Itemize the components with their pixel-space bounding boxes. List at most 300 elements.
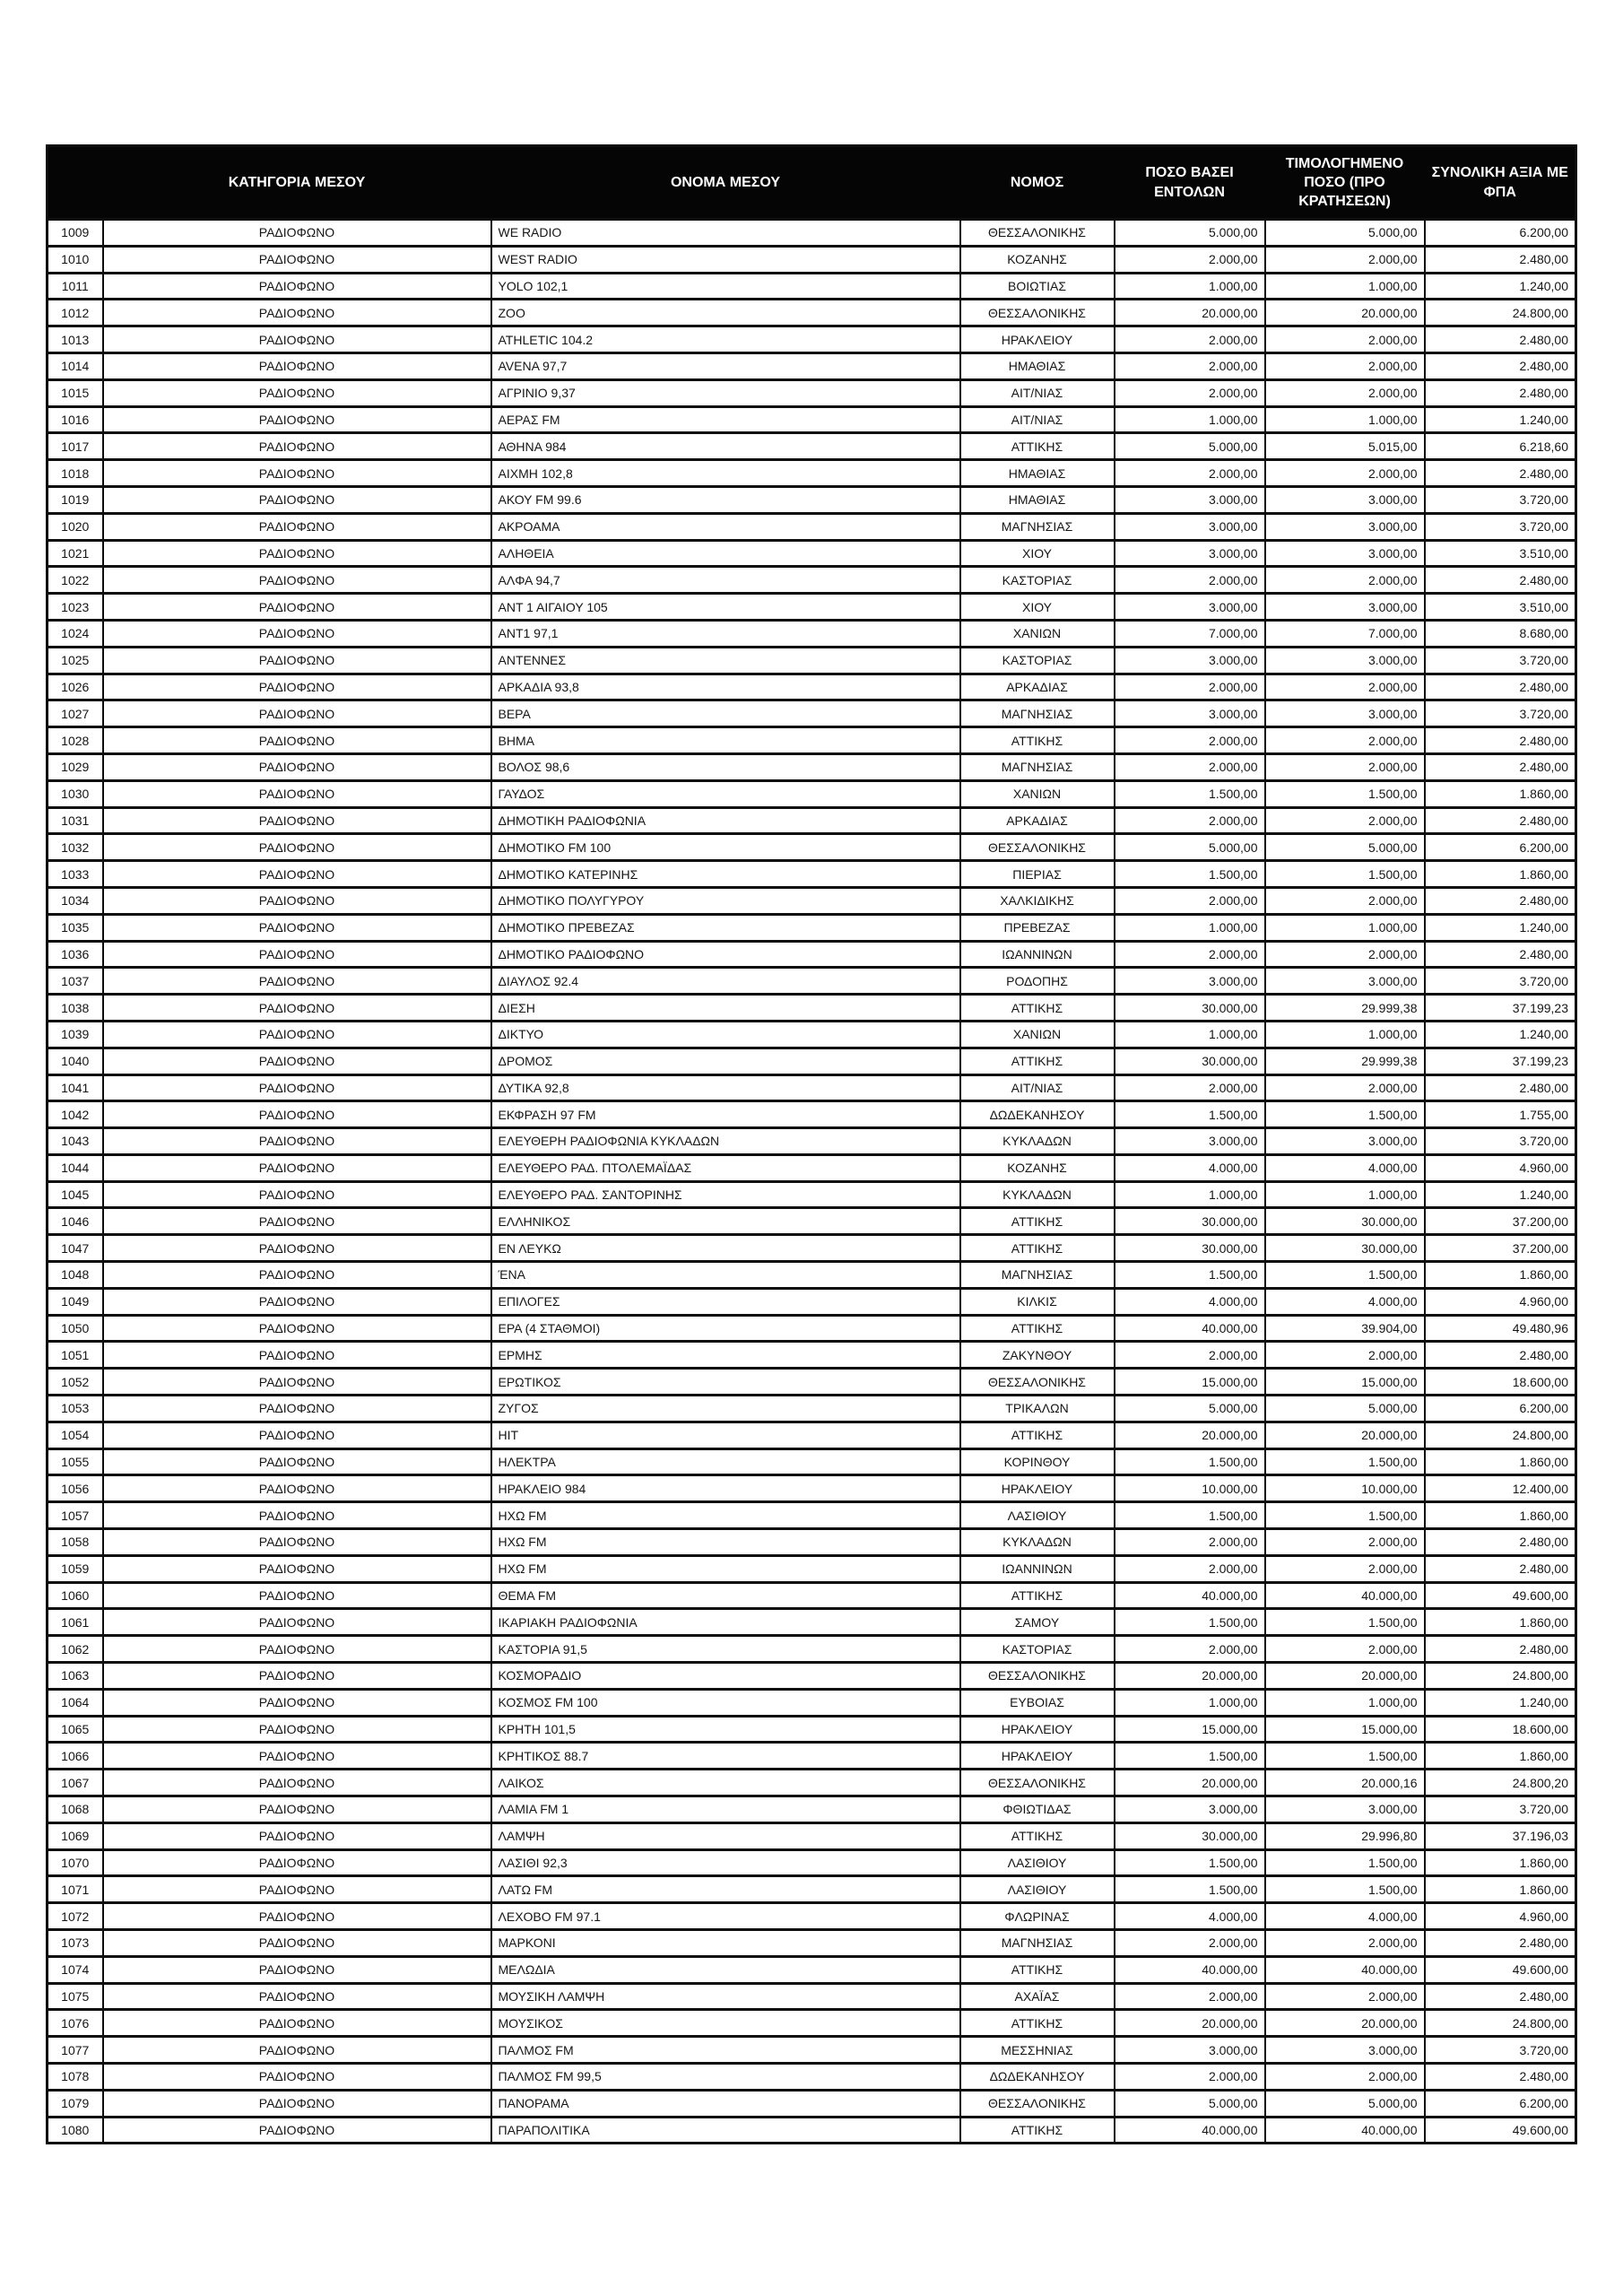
cell-invoiced_amount: 1.500,00 (1265, 1743, 1425, 1770)
cell-prefecture: ΧΑΝΙΩΝ (960, 620, 1115, 647)
cell-invoiced_amount: 2.000,00 (1265, 246, 1425, 273)
cell-total_with_vat: 3.510,00 (1425, 540, 1576, 567)
cell-name: ΕΛΛΗΝΙΚΟΣ (491, 1208, 960, 1235)
table-row (48, 1048, 1576, 1074)
cell-name: ΙΚΑΡΙΑΚΗ ΡΑΔΙΟΦΩΝΙΑ (491, 1609, 960, 1636)
media-spend-table-container (46, 144, 1575, 2144)
table-row (48, 406, 1576, 433)
column-header-id (48, 146, 103, 220)
cell-prefecture: ΑΤΤΙΚΗΣ (960, 1582, 1115, 1609)
cell-invoiced_amount: 15.000,00 (1265, 1716, 1425, 1743)
cell-prefecture: ΑΧΑΪΑΣ (960, 1983, 1115, 2010)
cell-name: ΕΠΙΛΟΓΕΣ (491, 1288, 960, 1315)
cell-category: ΡΑΔΙΟΦΩΝΟ (103, 273, 491, 300)
cell-prefecture: ΚΑΣΤΟΡΙΑΣ (960, 647, 1115, 674)
cell-total_with_vat: 49.600,00 (1425, 1956, 1576, 1983)
cell-name: ΑΝΤΕΝΝΕΣ (491, 647, 960, 674)
cell-total_with_vat: 49.600,00 (1425, 1582, 1576, 1609)
cell-prefecture: ΦΛΩΡΙΝΑΣ (960, 1903, 1115, 1930)
cell-total_with_vat: 24.800,00 (1425, 2010, 1576, 2037)
cell-invoiced_amount: 3.000,00 (1265, 1796, 1425, 1823)
table-row (48, 834, 1576, 861)
cell-prefecture: ΔΩΔΕΚΑΝΗΣΟΥ (960, 2063, 1115, 2090)
cell-amount_by_orders: 4.000,00 (1115, 1288, 1265, 1315)
cell-name: ΑΓΡΙΝΙΟ 9,37 (491, 379, 960, 406)
cell-category: ΡΑΔΙΟΦΩΝΟ (103, 1770, 491, 1796)
cell-category: ΡΑΔΙΟΦΩΝΟ (103, 1448, 491, 1475)
table-row (48, 1342, 1576, 1369)
table-row (48, 433, 1576, 460)
cell-invoiced_amount: 40.000,00 (1265, 1582, 1425, 1609)
cell-amount_by_orders: 2.000,00 (1115, 379, 1265, 406)
cell-total_with_vat: 6.200,00 (1425, 834, 1576, 861)
cell-prefecture: ΑΤΤΙΚΗΣ (960, 433, 1115, 460)
cell-category: ΡΑΔΙΟΦΩΝΟ (103, 352, 491, 379)
table-row (48, 914, 1576, 941)
table-row (48, 780, 1576, 807)
table-header (48, 146, 1576, 220)
cell-amount_by_orders: 2.000,00 (1115, 352, 1265, 379)
cell-amount_by_orders: 30.000,00 (1115, 1208, 1265, 1235)
cell-invoiced_amount: 2.000,00 (1265, 727, 1425, 754)
cell-category: ΡΑΔΙΟΦΩΝΟ (103, 780, 491, 807)
cell-total_with_vat: 3.510,00 (1425, 594, 1576, 621)
cell-id: 1069 (48, 1822, 103, 1849)
cell-name: ΑΝΤ 1 ΑΙΓΑΙΟΥ 105 (491, 594, 960, 621)
cell-prefecture: ΑΤΤΙΚΗΣ (960, 2010, 1115, 2037)
cell-invoiced_amount: 20.000,00 (1265, 2010, 1425, 2037)
cell-total_with_vat: 2.480,00 (1425, 887, 1576, 914)
cell-total_with_vat: 4.960,00 (1425, 1288, 1576, 1315)
cell-amount_by_orders: 3.000,00 (1115, 647, 1265, 674)
cell-id: 1051 (48, 1342, 103, 1369)
table-row (48, 620, 1576, 647)
cell-category: ΡΑΔΙΟΦΩΝΟ (103, 1262, 491, 1289)
cell-prefecture: ΑΤΤΙΚΗΣ (960, 1315, 1115, 1342)
cell-name: ΔΡΟΜΟΣ (491, 1048, 960, 1074)
cell-amount_by_orders: 1.000,00 (1115, 273, 1265, 300)
cell-prefecture: ΧΑΛΚΙΔΙΚΗΣ (960, 887, 1115, 914)
cell-invoiced_amount: 1.500,00 (1265, 780, 1425, 807)
cell-amount_by_orders: 4.000,00 (1115, 1903, 1265, 1930)
cell-invoiced_amount: 20.000,00 (1265, 1663, 1425, 1690)
table-row (48, 807, 1576, 834)
cell-category: ΡΑΔΙΟΦΩΝΟ (103, 1822, 491, 1849)
cell-name: ΔΙΚΤΥΟ (491, 1021, 960, 1048)
table-row (48, 273, 1576, 300)
cell-id: 1012 (48, 300, 103, 326)
cell-prefecture: ΑΡΚΑΔΙΑΣ (960, 807, 1115, 834)
cell-name: ΑΚΟΥ FM 99.6 (491, 486, 960, 513)
cell-amount_by_orders: 1.500,00 (1115, 1743, 1265, 1770)
cell-category: ΡΑΔΙΟΦΩΝΟ (103, 1876, 491, 1903)
cell-prefecture: ΚΥΚΛΑΔΩΝ (960, 1181, 1115, 1208)
cell-category: ΡΑΔΙΟΦΩΝΟ (103, 1849, 491, 1876)
table-row (48, 1208, 1576, 1235)
table-row (48, 540, 1576, 567)
cell-amount_by_orders: 2.000,00 (1115, 807, 1265, 834)
cell-id: 1075 (48, 1983, 103, 2010)
cell-amount_by_orders: 40.000,00 (1115, 1582, 1265, 1609)
cell-name: ΔΗΜΟΤΙΚΗ ΡΑΔΙΟΦΩΝΙΑ (491, 807, 960, 834)
cell-id: 1052 (48, 1369, 103, 1396)
cell-invoiced_amount: 2.000,00 (1265, 379, 1425, 406)
cell-category: ΡΑΔΙΟΦΩΝΟ (103, 1396, 491, 1422)
cell-category: ΡΑΔΙΟΦΩΝΟ (103, 674, 491, 700)
cell-category: ΡΑΔΙΟΦΩΝΟ (103, 1555, 491, 1582)
cell-id: 1067 (48, 1770, 103, 1796)
cell-amount_by_orders: 2.000,00 (1115, 1930, 1265, 1957)
table-row (48, 700, 1576, 727)
cell-id: 1018 (48, 460, 103, 487)
cell-amount_by_orders: 15.000,00 (1115, 1369, 1265, 1396)
cell-id: 1060 (48, 1582, 103, 1609)
cell-invoiced_amount: 20.000,16 (1265, 1770, 1425, 1796)
cell-total_with_vat: 6.200,00 (1425, 1396, 1576, 1422)
cell-invoiced_amount: 30.000,00 (1265, 1235, 1425, 1262)
cell-total_with_vat: 4.960,00 (1425, 1903, 1576, 1930)
cell-invoiced_amount: 5.000,00 (1265, 834, 1425, 861)
table-row (48, 941, 1576, 968)
cell-invoiced_amount: 10.000,00 (1265, 1475, 1425, 1502)
cell-prefecture: ΑΙΤ/ΝΙΑΣ (960, 1074, 1115, 1101)
cell-invoiced_amount: 1.500,00 (1265, 1609, 1425, 1636)
cell-total_with_vat: 24.800,00 (1425, 1663, 1576, 1690)
cell-prefecture: ΘΕΣΣΑΛΟΝΙΚΗΣ (960, 220, 1115, 247)
cell-total_with_vat: 1.860,00 (1425, 861, 1576, 888)
cell-prefecture: ΧΙΟΥ (960, 540, 1115, 567)
cell-invoiced_amount: 4.000,00 (1265, 1288, 1425, 1315)
cell-id: 1040 (48, 1048, 103, 1074)
cell-name: ΔΗΜΟΤΙΚΟ FM 100 (491, 834, 960, 861)
cell-prefecture: ΘΕΣΣΑΛΟΝΙΚΗΣ (960, 300, 1115, 326)
cell-invoiced_amount: 1.000,00 (1265, 406, 1425, 433)
cell-amount_by_orders: 3.000,00 (1115, 2037, 1265, 2064)
cell-amount_by_orders: 1.500,00 (1115, 861, 1265, 888)
table-row (48, 1636, 1576, 1663)
cell-amount_by_orders: 1.500,00 (1115, 1876, 1265, 1903)
table-row (48, 1663, 1576, 1690)
cell-name: ΑΝΤ1 97,1 (491, 620, 960, 647)
cell-amount_by_orders: 20.000,00 (1115, 1422, 1265, 1448)
cell-id: 1010 (48, 246, 103, 273)
cell-name: ΔΙΑΥΛΟΣ 92.4 (491, 968, 960, 995)
cell-prefecture: ΚΟΖΑΝΗΣ (960, 1154, 1115, 1181)
cell-id: 1055 (48, 1448, 103, 1475)
cell-amount_by_orders: 2.000,00 (1115, 727, 1265, 754)
cell-total_with_vat: 37.199,23 (1425, 995, 1576, 1022)
cell-total_with_vat: 37.200,00 (1425, 1208, 1576, 1235)
cell-id: 1017 (48, 433, 103, 460)
cell-id: 1020 (48, 513, 103, 540)
cell-id: 1011 (48, 273, 103, 300)
cell-amount_by_orders: 1.000,00 (1115, 914, 1265, 941)
table-row (48, 1529, 1576, 1556)
cell-prefecture: ΑΤΤΙΚΗΣ (960, 1822, 1115, 1849)
table-row (48, 1181, 1576, 1208)
cell-id: 1027 (48, 700, 103, 727)
cell-amount_by_orders: 40.000,00 (1115, 1315, 1265, 1342)
cell-invoiced_amount: 2.000,00 (1265, 1930, 1425, 1957)
cell-prefecture: ΛΑΣΙΘΙΟΥ (960, 1849, 1115, 1876)
cell-name: ΛΑΙΚΟΣ (491, 1770, 960, 1796)
cell-total_with_vat: 1.860,00 (1425, 1262, 1576, 1289)
table-row (48, 727, 1576, 754)
cell-category: ΡΑΔΙΟΦΩΝΟ (103, 2037, 491, 2064)
cell-name: ΑΛΦΑ 94,7 (491, 567, 960, 594)
header-row (48, 146, 1576, 220)
cell-total_with_vat: 3.720,00 (1425, 2037, 1576, 2064)
cell-invoiced_amount: 1.000,00 (1265, 1021, 1425, 1048)
cell-total_with_vat: 6.200,00 (1425, 2090, 1576, 2117)
cell-prefecture: ΜΕΣΣΗΝΙΑΣ (960, 2037, 1115, 2064)
media-spend-table (46, 144, 1577, 2144)
cell-amount_by_orders: 3.000,00 (1115, 594, 1265, 621)
cell-category: ΡΑΔΙΟΦΩΝΟ (103, 647, 491, 674)
cell-invoiced_amount: 5.000,00 (1265, 1396, 1425, 1422)
cell-prefecture: ΒΟΙΩΤΙΑΣ (960, 273, 1115, 300)
cell-category: ΡΑΔΙΟΦΩΝΟ (103, 1983, 491, 2010)
table-row (48, 1822, 1576, 1849)
cell-invoiced_amount: 1.500,00 (1265, 1849, 1425, 1876)
cell-prefecture: ΘΕΣΣΑΛΟΝΙΚΗΣ (960, 1369, 1115, 1396)
cell-id: 1048 (48, 1262, 103, 1289)
cell-total_with_vat: 24.800,00 (1425, 1422, 1576, 1448)
cell-invoiced_amount: 39.904,00 (1265, 1315, 1425, 1342)
cell-id: 1063 (48, 1663, 103, 1690)
cell-id: 1065 (48, 1716, 103, 1743)
cell-total_with_vat: 1.240,00 (1425, 1689, 1576, 1716)
cell-invoiced_amount: 2.000,00 (1265, 1342, 1425, 1369)
cell-category: ΡΑΔΙΟΦΩΝΟ (103, 1689, 491, 1716)
cell-prefecture: ΗΡΑΚΛΕΙΟΥ (960, 1475, 1115, 1502)
cell-id: 1046 (48, 1208, 103, 1235)
cell-prefecture: ΑΤΤΙΚΗΣ (960, 1048, 1115, 1074)
cell-category: ΡΑΔΙΟΦΩΝΟ (103, 941, 491, 968)
cell-amount_by_orders: 2.000,00 (1115, 1555, 1265, 1582)
cell-category: ΡΑΔΙΟΦΩΝΟ (103, 1288, 491, 1315)
cell-total_with_vat: 1.240,00 (1425, 1021, 1576, 1048)
cell-name: ΚΑΣΤΟΡΙΑ 91,5 (491, 1636, 960, 1663)
cell-total_with_vat: 24.800,20 (1425, 1770, 1576, 1796)
cell-invoiced_amount: 20.000,00 (1265, 1422, 1425, 1448)
cell-amount_by_orders: 2.000,00 (1115, 1529, 1265, 1556)
cell-name: ΑΕΡΑΣ FM (491, 406, 960, 433)
cell-name: ΗΛΕΚΤΡΑ (491, 1448, 960, 1475)
cell-total_with_vat: 1.860,00 (1425, 1743, 1576, 1770)
cell-invoiced_amount: 15.000,00 (1265, 1369, 1425, 1396)
cell-total_with_vat: 1.240,00 (1425, 273, 1576, 300)
cell-invoiced_amount: 3.000,00 (1265, 700, 1425, 727)
cell-total_with_vat: 3.720,00 (1425, 700, 1576, 727)
cell-total_with_vat: 2.480,00 (1425, 246, 1576, 273)
cell-name: ΗΡΑΚΛΕΙΟ 984 (491, 1475, 960, 1502)
cell-name: AVENA 97,7 (491, 352, 960, 379)
cell-id: 1054 (48, 1422, 103, 1448)
cell-invoiced_amount: 1.000,00 (1265, 273, 1425, 300)
cell-category: ΡΑΔΙΟΦΩΝΟ (103, 1235, 491, 1262)
cell-total_with_vat: 2.480,00 (1425, 753, 1576, 780)
cell-category: ΡΑΔΙΟΦΩΝΟ (103, 700, 491, 727)
table-row (48, 1956, 1576, 1983)
cell-prefecture: ΧΑΝΙΩΝ (960, 780, 1115, 807)
cell-name: ZOO (491, 300, 960, 326)
cell-amount_by_orders: 2.000,00 (1115, 1342, 1265, 1369)
cell-name: ΔΗΜΟΤΙΚΟ ΠΡΕΒΕΖΑΣ (491, 914, 960, 941)
cell-invoiced_amount: 3.000,00 (1265, 2037, 1425, 2064)
cell-name: ΑΙΧΜΗ 102,8 (491, 460, 960, 487)
cell-id: 1049 (48, 1288, 103, 1315)
cell-category: ΡΑΔΙΟΦΩΝΟ (103, 1956, 491, 1983)
cell-prefecture: ΑΙΤ/ΝΙΑΣ (960, 379, 1115, 406)
cell-prefecture: ΑΤΤΙΚΗΣ (960, 727, 1115, 754)
table-row (48, 968, 1576, 995)
cell-category: ΡΑΔΙΟΦΩΝΟ (103, 1342, 491, 1369)
cell-id: 1025 (48, 647, 103, 674)
cell-name: ΔΗΜΟΤΙΚΟ ΚΑΤΕΡΙΝΗΣ (491, 861, 960, 888)
cell-amount_by_orders: 30.000,00 (1115, 1048, 1265, 1074)
table-row (48, 513, 1576, 540)
cell-invoiced_amount: 1.000,00 (1265, 1689, 1425, 1716)
cell-total_with_vat: 2.480,00 (1425, 1529, 1576, 1556)
cell-category: ΡΑΔΙΟΦΩΝΟ (103, 513, 491, 540)
cell-prefecture: ΜΑΓΝΗΣΙΑΣ (960, 700, 1115, 727)
table-row (48, 1609, 1576, 1636)
cell-prefecture: ΗΡΑΚΛΕΙΟΥ (960, 326, 1115, 353)
cell-invoiced_amount: 30.000,00 (1265, 1208, 1425, 1235)
cell-invoiced_amount: 2.000,00 (1265, 326, 1425, 353)
cell-total_with_vat: 3.720,00 (1425, 513, 1576, 540)
cell-category: ΡΑΔΙΟΦΩΝΟ (103, 834, 491, 861)
table-row (48, 2090, 1576, 2117)
cell-amount_by_orders: 5.000,00 (1115, 834, 1265, 861)
cell-invoiced_amount: 3.000,00 (1265, 540, 1425, 567)
cell-category: ΡΑΔΙΟΦΩΝΟ (103, 460, 491, 487)
cell-id: 1050 (48, 1315, 103, 1342)
cell-prefecture: ΜΑΓΝΗΣΙΑΣ (960, 1262, 1115, 1289)
cell-amount_by_orders: 1.500,00 (1115, 1609, 1265, 1636)
table-row (48, 1983, 1576, 2010)
cell-name: ΠΑΡΑΠΟΛΙΤΙΚΑ (491, 2117, 960, 2144)
cell-category: ΡΑΔΙΟΦΩΝΟ (103, 1903, 491, 1930)
cell-prefecture: ΚΥΚΛΑΔΩΝ (960, 1529, 1115, 1556)
table-row (48, 995, 1576, 1022)
table-row (48, 486, 1576, 513)
cell-invoiced_amount: 1.500,00 (1265, 1448, 1425, 1475)
cell-name: ΛΑΤΩ FM (491, 1876, 960, 1903)
cell-id: 1022 (48, 567, 103, 594)
cell-amount_by_orders: 2.000,00 (1115, 941, 1265, 968)
cell-category: ΡΑΔΙΟΦΩΝΟ (103, 567, 491, 594)
cell-id: 1037 (48, 968, 103, 995)
cell-amount_by_orders: 5.000,00 (1115, 1396, 1265, 1422)
cell-total_with_vat: 2.480,00 (1425, 352, 1576, 379)
table-row (48, 674, 1576, 700)
cell-total_with_vat: 2.480,00 (1425, 2063, 1576, 2090)
cell-category: ΡΑΔΙΟΦΩΝΟ (103, 300, 491, 326)
cell-prefecture: ΚΑΣΤΟΡΙΑΣ (960, 567, 1115, 594)
cell-prefecture: ΤΡΙΚΑΛΩΝ (960, 1396, 1115, 1422)
cell-id: 1071 (48, 1876, 103, 1903)
cell-name: ΕΚΦΡΑΣΗ 97 FM (491, 1101, 960, 1128)
cell-total_with_vat: 1.860,00 (1425, 1849, 1576, 1876)
cell-category: ΡΑΔΙΟΦΩΝΟ (103, 220, 491, 247)
table-row (48, 1770, 1576, 1796)
cell-total_with_vat: 2.480,00 (1425, 379, 1576, 406)
cell-prefecture: ΑΡΚΑΔΙΑΣ (960, 674, 1115, 700)
cell-id: 1015 (48, 379, 103, 406)
cell-id: 1057 (48, 1502, 103, 1529)
cell-prefecture: ΑΤΤΙΚΗΣ (960, 1422, 1115, 1448)
cell-name: ΚΟΣΜΟΡΑΔΙΟ (491, 1663, 960, 1690)
cell-prefecture: ΜΑΓΝΗΣΙΑΣ (960, 1930, 1115, 1957)
table-row (48, 352, 1576, 379)
cell-invoiced_amount: 20.000,00 (1265, 300, 1425, 326)
table-row (48, 1796, 1576, 1823)
cell-id: 1062 (48, 1636, 103, 1663)
table-row (48, 1448, 1576, 1475)
cell-name: ΗΧΩ FM (491, 1555, 960, 1582)
cell-amount_by_orders: 20.000,00 (1115, 300, 1265, 326)
cell-name: ΕΝ ΛΕΥΚΩ (491, 1235, 960, 1262)
table-row (48, 1101, 1576, 1128)
table-row (48, 1369, 1576, 1396)
table-row (48, 246, 1576, 273)
cell-prefecture: ΙΩΑΝΝΙΝΩΝ (960, 941, 1115, 968)
cell-id: 1059 (48, 1555, 103, 1582)
cell-prefecture: ΜΑΓΝΗΣΙΑΣ (960, 753, 1115, 780)
cell-id: 1066 (48, 1743, 103, 1770)
cell-category: ΡΑΔΙΟΦΩΝΟ (103, 1502, 491, 1529)
cell-name: ΚΟΣΜΟΣ FM 100 (491, 1689, 960, 1716)
cell-id: 1079 (48, 2090, 103, 2117)
table-row (48, 2117, 1576, 2144)
cell-amount_by_orders: 1.000,00 (1115, 1689, 1265, 1716)
cell-total_with_vat: 49.600,00 (1425, 2117, 1576, 2144)
cell-prefecture: ΑΤΤΙΚΗΣ (960, 1956, 1115, 1983)
cell-category: ΡΑΔΙΟΦΩΝΟ (103, 995, 491, 1022)
cell-category: ΡΑΔΙΟΦΩΝΟ (103, 1208, 491, 1235)
table-row (48, 861, 1576, 888)
cell-total_with_vat: 1.240,00 (1425, 914, 1576, 941)
cell-name: ΓΑΥΔΟΣ (491, 780, 960, 807)
cell-prefecture: ΗΜΑΘΙΑΣ (960, 352, 1115, 379)
cell-name: ΑΛΗΘΕΙΑ (491, 540, 960, 567)
cell-invoiced_amount: 3.000,00 (1265, 1128, 1425, 1155)
cell-id: 1021 (48, 540, 103, 567)
cell-invoiced_amount: 2.000,00 (1265, 1529, 1425, 1556)
cell-category: ΡΑΔΙΟΦΩΝΟ (103, 2117, 491, 2144)
cell-total_with_vat: 24.800,00 (1425, 300, 1576, 326)
cell-category: ΡΑΔΙΟΦΩΝΟ (103, 1369, 491, 1396)
cell-amount_by_orders: 1.500,00 (1115, 780, 1265, 807)
cell-total_with_vat: 2.480,00 (1425, 941, 1576, 968)
cell-amount_by_orders: 1.000,00 (1115, 406, 1265, 433)
column-header-invoiced_amount: ΤΙΜΟΛΟΓΗΜΕΝΟ ΠΟΣΟ (ΠΡΟ ΚΡΑΤΗΣΕΩΝ) (1265, 146, 1425, 220)
cell-amount_by_orders: 3.000,00 (1115, 486, 1265, 513)
cell-category: ΡΑΔΙΟΦΩΝΟ (103, 1930, 491, 1957)
cell-total_with_vat: 2.480,00 (1425, 1930, 1576, 1957)
table-row (48, 1716, 1576, 1743)
cell-amount_by_orders: 3.000,00 (1115, 513, 1265, 540)
cell-name: ΜΟΥΣΙΚΟΣ (491, 2010, 960, 2037)
cell-amount_by_orders: 3.000,00 (1115, 1796, 1265, 1823)
cell-category: ΡΑΔΙΟΦΩΝΟ (103, 753, 491, 780)
cell-total_with_vat: 2.480,00 (1425, 567, 1576, 594)
cell-invoiced_amount: 1.500,00 (1265, 1502, 1425, 1529)
cell-amount_by_orders: 1.500,00 (1115, 1502, 1265, 1529)
cell-total_with_vat: 18.600,00 (1425, 1369, 1576, 1396)
